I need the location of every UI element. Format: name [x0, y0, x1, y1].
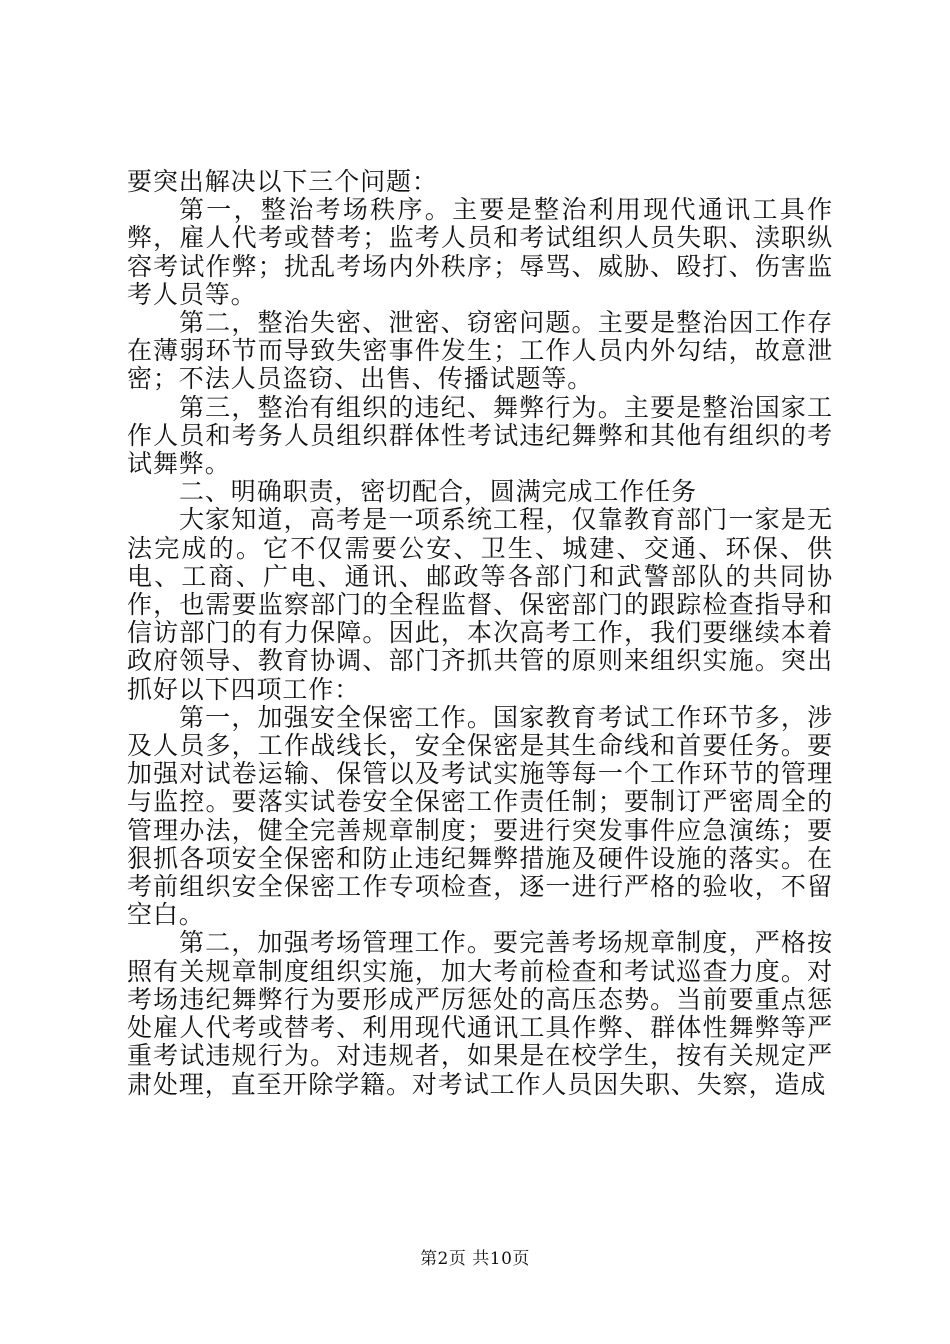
paragraph-system-project: 大家知道，高考是一项系统工程，仅靠教育部门一家是无法完成的。它不仅需要公安、卫生、城建、交通、环保、供电、工商、广电、通讯、邮政等各部门和武警部队的共同协作，也需要监察部门的全程监督、保密部门的跟踪检查指导和信访部门的有力保障。因此，本次高考工作，我们要继续本着政府领导、教育协调、部门齐抓共管的原则来组织实施。突出抓好以下四项工作：	[127, 505, 833, 704]
paragraph-organized-cheating: 第三，整治有组织的违纪、舞弊行为。主要是整治国家工作人员和考务人员组织群体性考试违纪舞弊和其他有组织的考试舞弊。	[127, 392, 833, 479]
section-heading-2: 二、明确职责，密切配合，圆满完成工作任务	[179, 477, 698, 507]
paragraph-exam-room-management: 第二，加强考场管理工作。要完善考场规章制度，严格按照有关规章制度组织实施，加大考前检查和考试巡查力度。对考场违纪舞弊行为要形成严厉惩处的高压态势。当前要重点惩处雇人代考或替考、利用现代通讯工具作弊、群体性舞弊等严重考试违规行为。对违规者，如果是在校学生，按有关规定严肃处理，直至开除学籍。对考试工作人员因失职、失察，造成	[127, 928, 833, 1099]
intro-line: 要突出解决以下三个问题：	[127, 167, 438, 196]
paragraph-leak-control: 第二，整治失密、泄密、窃密问题。主要是整治因工作存在薄弱环节而导致失密事件发生；工作人员内外勾结，故意泄密；不法人员盗窃、出售、传播试题等。	[127, 308, 833, 394]
page-number-footer: 第2页 共10页	[420, 1249, 530, 1269]
paragraph-exam-order: 第一，整治考场秩序。主要是整治利用现代通讯工具作弊，雇人代考或替考；监考人员和考试组织人员失职、渎职纵容考试作弊；扰乱考场内外秩序；辱骂、威胁、殴打、伤害监考人员等。	[127, 195, 833, 309]
paragraph-security: 第一，加强安全保密工作。国家教育考试工作环节多，涉及人员多，工作战线长，安全保密是其生命线和首要任务。要加强对试卷运输、保管以及考试实施等每一个工作环节的管理与监控。要落实试卷安全保密工作责任制；要制订严密周全的管理办法，健全完善规章制度；要进行突发事件应急演练；要狠抓各项安全保密和防止违纪舞弊措施及硬件设施的落实。在考前组织安全保密工作专项检查，逐一进行严格的验收，不留空白。	[127, 702, 833, 930]
document-body	[127, 168, 833, 1099]
